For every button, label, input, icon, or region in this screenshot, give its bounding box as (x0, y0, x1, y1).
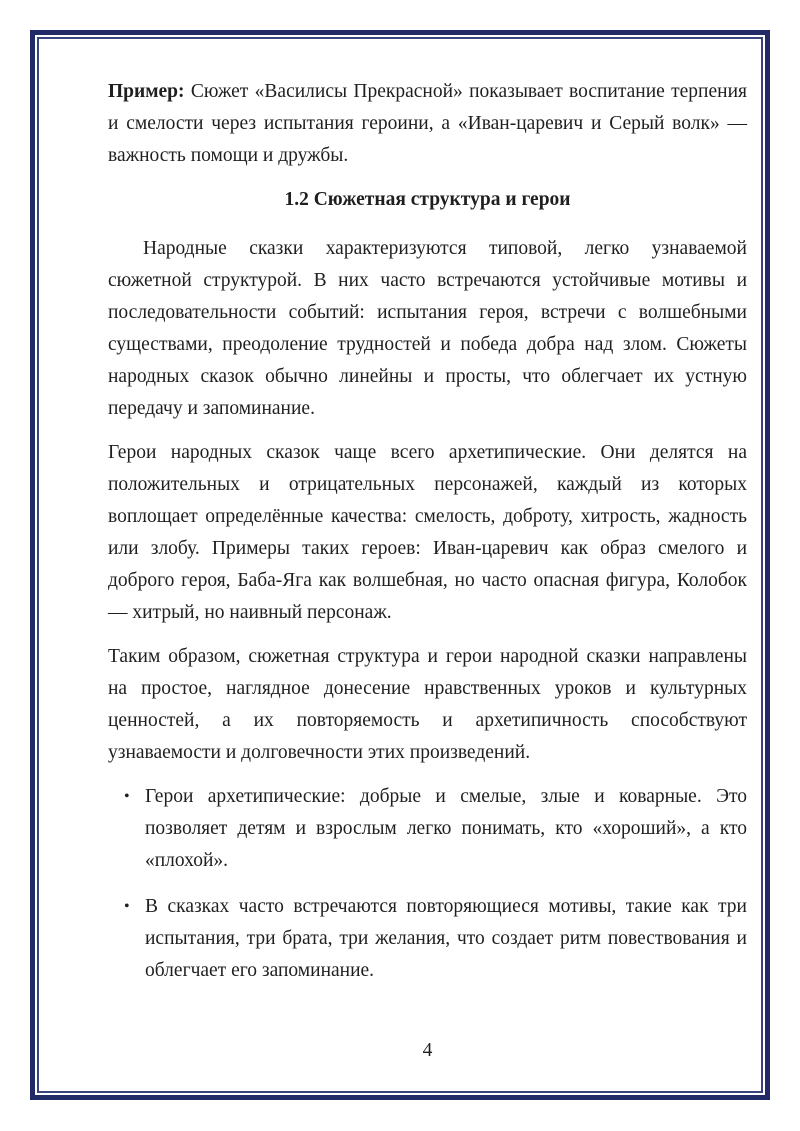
section-heading: 1.2 Сюжетная структура и герои (284, 189, 571, 210)
paragraph-heroes: Герои народных сказок чаще всего архетипические. Они делятся на положительных и отрицательных персонажей, каждый из которых воплощает определённые качества: смелость, доброту, хитрость, жадность или злобу. Примеры таких героев: Иван-царевич как образ смелого и доброго героя, Баба-Яга как волшебная, но часто опасная фигура, Колобок — хитрый, но наивный персонаж. (108, 442, 747, 623)
bullet-text-motifs: В сказках часто встречаются повторяющиеся мотивы, такие как три испытания, три брата, три желания, что создает ритм повествования и облегчает его запоминание. (145, 896, 747, 981)
list-item (108, 891, 747, 987)
paragraph-plot-structure: Народные сказки характеризуются типовой, легко узнаваемой сюжетной структурой. В них часто встречаются устойчивые мотивы и последовательности событий: испытания героя, встречи с волшебными существами, преодоление трудностей и победа добра над злом. Сюжеты народных сказок обычно линейны и просты, что облегчает их устную передачу и запоминание. (108, 238, 747, 419)
page-content (108, 76, 747, 1001)
page-number: 4 (422, 1040, 433, 1061)
paragraph-conclusion: Таким образом, сюжетная структура и герои народной сказки направлены на простое, наглядное донесение нравственных уроков и культурных ценностей, а их повторяемость и архетипичность способствуют узнаваемости и долговечности этих произведений. (108, 646, 747, 763)
example-text: Сюжет «Василисы Прекрасной» показывает воспитание терпения и смелости через испытания героини, а «Иван-царевич и Серый волк» — важность помощи и дружбы. (108, 81, 747, 166)
list-item (108, 781, 747, 877)
bullet-list (108, 781, 747, 987)
bullet-marker-icon: • (124, 898, 130, 915)
bullet-text-archetypes: Герои архетипические: добрые и смелые, злые и коварные. Это позволяет детям и взрослым легко понимать, кто «хороший», а кто «плохой». (145, 786, 747, 871)
bullet-marker-icon: • (124, 788, 130, 805)
example-paragraph (108, 76, 747, 172)
example-label: Пример: (108, 81, 185, 102)
